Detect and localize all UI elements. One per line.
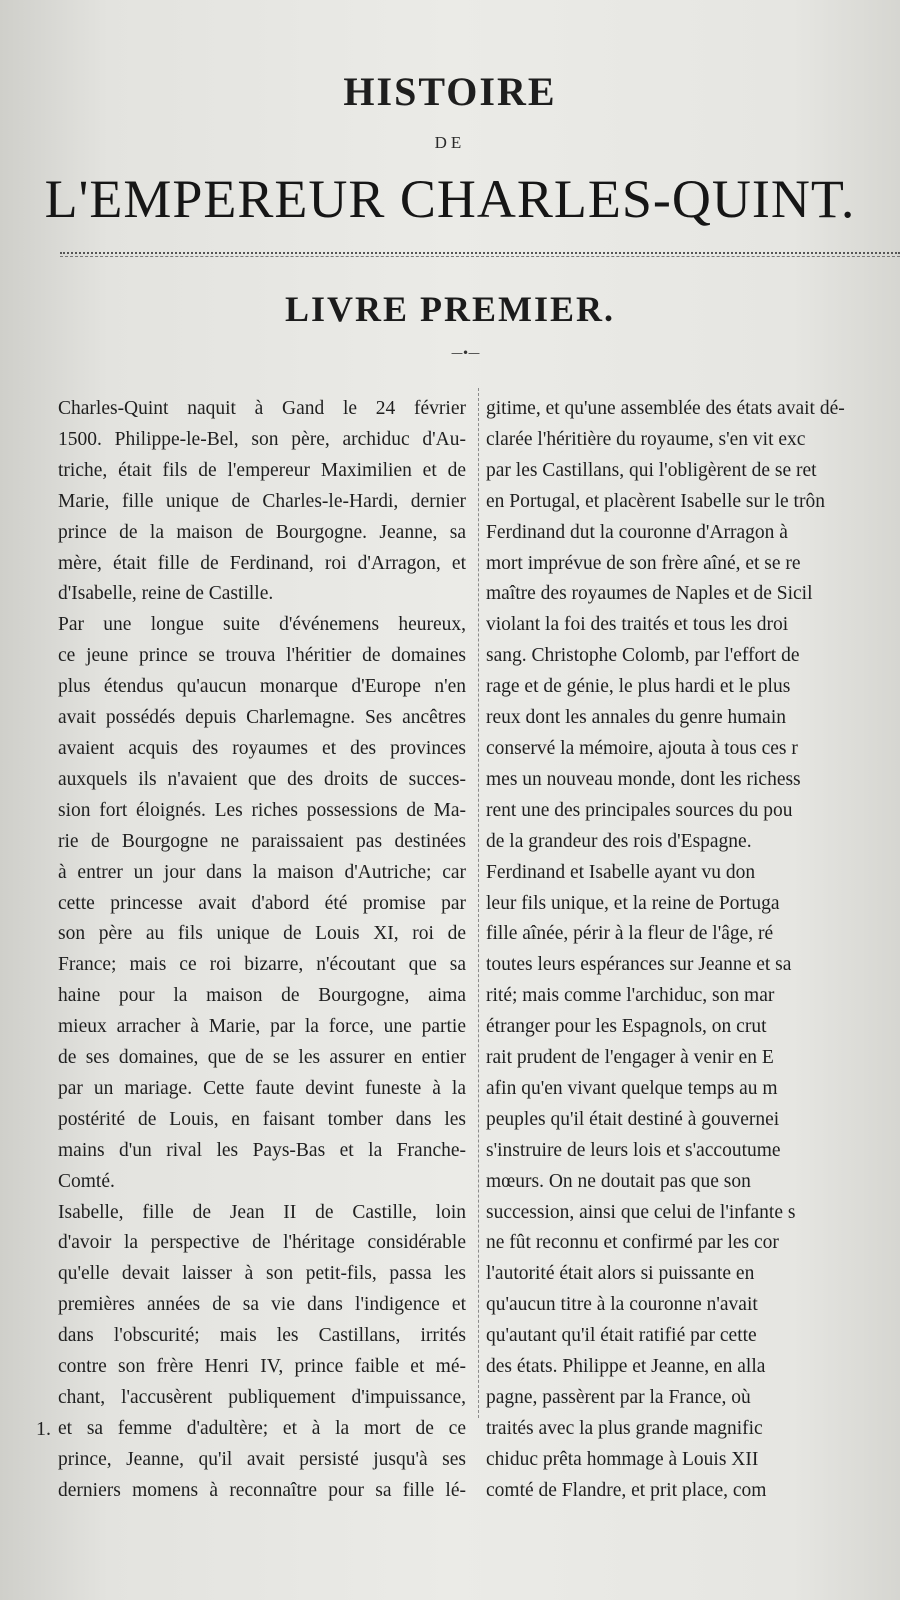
text-line: à entrer un jour dans la maison d'Autriche; car	[58, 861, 466, 883]
text-line: haine pour la maison de Bourgogne, aima	[58, 985, 466, 1007]
title-histoire: HISTOIRE	[343, 69, 557, 114]
text-line: reux dont les annales du genre humain	[486, 707, 786, 729]
text-line: prince de la maison de Bourgogne. Jeanne, sa	[58, 521, 466, 543]
text-line: qu'aucun titre à la couronne n'avait	[486, 1294, 758, 1316]
text-line: peuples qu'il était destiné à gouvernei	[486, 1108, 780, 1130]
title-de: DE	[434, 133, 466, 152]
text-line: avaient acquis des royaumes et des provinces	[58, 737, 466, 759]
text-line: auxquels ils n'avaient que des droits de succes-	[58, 768, 466, 790]
text-line: avait possédés depuis Charlemagne. Ses ancêtres	[58, 707, 466, 729]
text-line: ne fût reconnu et confirmé par les cor	[486, 1232, 779, 1254]
text-line: rait prudent de l'engager à venir en E	[486, 1047, 774, 1069]
text-line: chiduc prêta hommage à Louis XII	[486, 1448, 759, 1470]
text-line: sang. Christophe Colomb, par l'effort de	[486, 645, 800, 667]
title-rule	[60, 252, 900, 254]
text-line: contre son frère Henri IV, prince faible et mé-	[58, 1356, 466, 1378]
text-line: l'autorité était alors si puissante en	[486, 1263, 755, 1285]
text-line: d'avoir la perspective de l'héritage considérable	[58, 1232, 466, 1254]
text-line: rage et de génie, le plus hardi et le plus	[486, 676, 791, 698]
text-line: prince, Jeanne, qu'il avait persisté jusqu'à ses	[58, 1448, 466, 1470]
text-line: Ferdinand dut la couronne d'Arragon à	[486, 521, 788, 543]
text-line: mes un nouveau monde, dont les richess	[486, 768, 801, 790]
folio-number: 1.	[36, 1418, 51, 1440]
text-line: rent une des principales sources du pou	[486, 799, 793, 821]
text-line: et sa femme d'adultère; et à la mort de ce	[58, 1417, 466, 1439]
text-line: des états. Philippe et Jeanne, en alla	[486, 1356, 766, 1378]
text-line: violant la foi des traités et tous les droi	[486, 614, 789, 636]
text-line: étranger pour les Espagnols, on crut	[486, 1016, 767, 1038]
text-line: chant, l'accusèrent publiquement d'impuissance,	[58, 1387, 466, 1408]
text-line: qu'autant qu'il était ratifié par cette	[486, 1325, 757, 1347]
text-line: comté de Flandre, et prit place, com	[486, 1479, 767, 1501]
text-line: leur fils unique, et la reine de Portuga	[486, 892, 780, 914]
text-line: mère, était fille de Ferdinand, roi d'Arragon, et	[58, 552, 466, 574]
text-line: clarée l'héritière du royaume, s'en vit exc	[486, 428, 806, 450]
text-line: sion fort éloignés. Les riches possessions de Ma-	[58, 799, 466, 821]
ornament-divider: —•—	[450, 346, 480, 360]
text-line: conservé la mémoire, ajouta à tous ces r	[486, 737, 798, 759]
text-line: son père au fils unique de Louis XI, roi de	[58, 923, 466, 945]
text-line: mains d'un rival les Pays-Bas et la Franche-	[58, 1139, 466, 1161]
text-line: dans l'obscurité; mais les Castillans, irrités	[58, 1325, 466, 1347]
text-line: gitime, et qu'une assemblée des états avait dé-	[486, 398, 845, 419]
right-column	[486, 394, 900, 1507]
text-line: en Portugal, et placèrent Isabelle sur le trôn	[486, 490, 825, 512]
text-line: ce jeune prince se trouva l'héritier de domaines	[58, 645, 466, 667]
text-line: premières années de sa vie dans l'indigence et	[58, 1294, 466, 1316]
text-line: mieux arracher à Marie, par la force, une partie	[58, 1016, 466, 1038]
text-line: Marie, fille unique de Charles-le-Hardi, dernier	[58, 490, 466, 512]
text-line: triche, était fils de l'empereur Maximilien et de	[58, 459, 466, 481]
book-heading: LIVRE PREMIER.	[284, 289, 616, 329]
text-line: Comté.	[58, 1170, 115, 1192]
text-line: plus étendus qu'aucun monarque d'Europe n'en	[58, 676, 466, 698]
text-line: mœurs. On ne doutait pas que son	[486, 1170, 751, 1192]
text-line: Charles-Quint naquit à Gand le 24 février	[58, 398, 466, 419]
text-line: de ses domaines, que de se les assurer en entier	[58, 1047, 466, 1069]
text-line: Ferdinand et Isabelle ayant vu don	[486, 861, 756, 883]
text-line: Isabelle, fille de Jean II de Castille, loin	[58, 1201, 466, 1223]
text-line: d'Isabelle, reine de Castille.	[58, 583, 274, 605]
text-line: de la grandeur des rois d'Espagne.	[486, 830, 752, 852]
text-line: qu'elle devait laisser à son petit-fils, passa les	[58, 1263, 466, 1285]
column-divider	[478, 388, 479, 1418]
text-line: par les Castillans, qui l'obligèrent de se ret	[486, 459, 817, 481]
text-line: derniers momens à reconnaître pour sa fille lé-	[58, 1479, 466, 1501]
text-line: Par une longue suite d'événemens heureux,	[58, 614, 466, 636]
text-line: fille aînée, périr à la fleur de l'âge, ré	[486, 923, 774, 945]
title-rule-secondary	[60, 256, 900, 257]
text-line: par un mariage. Cette faute devint funeste à la	[58, 1077, 466, 1099]
text-line: maître des royaumes de Naples et de Sicil	[486, 583, 813, 605]
text-line: traités avec la plus grande magnific	[486, 1417, 763, 1439]
text-line: afin qu'en vivant quelque temps au m	[486, 1077, 778, 1099]
left-column	[58, 394, 466, 1507]
text-line: rité; mais comme l'archiduc, son mar	[486, 985, 775, 1007]
text-line: mort imprévue de son frère aîné, et se re	[486, 552, 801, 574]
text-line: succession, ainsi que celui de l'infante s	[486, 1201, 796, 1223]
page-title: L'EMPEREUR CHARLES-QUINT.	[44, 169, 856, 229]
text-line: France; mais ce roi bizarre, n'écoutant que sa	[58, 954, 466, 976]
text-line: toutes leurs espérances sur Jeanne et sa	[486, 954, 792, 976]
text-line: 1500. Philippe-le-Bel, son père, archiduc d'Au-	[58, 428, 466, 450]
text-line: pagne, passèrent par la France, où	[486, 1387, 751, 1408]
text-line: s'instruire de leurs lois et s'accoutume	[486, 1139, 781, 1161]
text-line: cette princesse avait d'abord été promise par	[58, 892, 466, 914]
text-line: rie de Bourgogne ne paraissaient pas destinées	[58, 830, 466, 852]
text-line: postérité de Louis, en faisant tomber dans les	[58, 1108, 466, 1130]
